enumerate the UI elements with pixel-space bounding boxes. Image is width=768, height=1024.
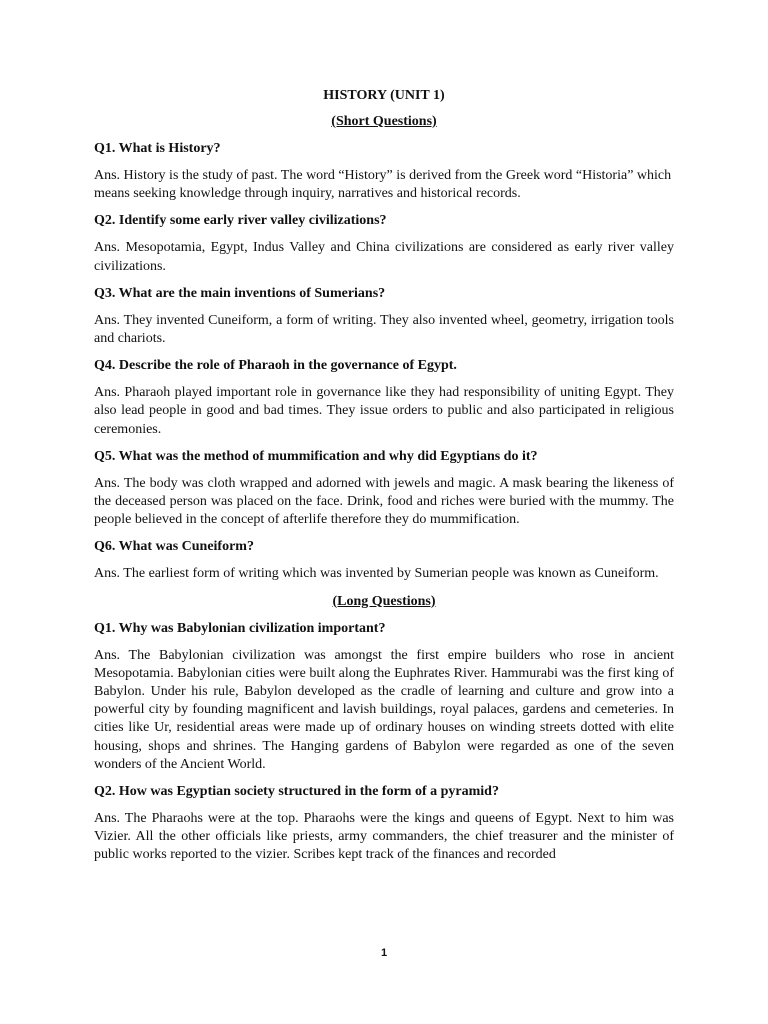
question: Q2. How was Egyptian society structured in the form of a pyramid? xyxy=(94,784,499,800)
answer: Ans. They invented Cuneiform, a form of writing. They also invented wheel, geometry, irrigation tools and chariots. xyxy=(94,312,674,347)
long-questions-heading: (Long Questions) xyxy=(332,593,436,609)
question: Q3. What are the main inventions of Sumerians? xyxy=(94,285,386,301)
answer: Ans. The Pharaohs were at the top. Pharaohs were the kings and queens of Egypt. Next to him was Vizier. All the other officials like priests, army commanders, the chief treasurer and the minister of public works reported to the vizier. Scribes kept track of the finances and recorded xyxy=(94,811,674,863)
document-page xyxy=(94,87,674,874)
answer: Ans. Pharaoh played important role in governance like they had responsibility of uniting Egypt. They also lead people in good and bad times. They issue orders to public and also participated in religious ceremonies. xyxy=(94,385,674,437)
question: Q5. What was the method of mummification and why did Egyptians do it? xyxy=(94,448,538,464)
question: Q1. Why was Babylonian civilization important? xyxy=(94,620,386,636)
page-number: 1 xyxy=(380,947,388,959)
answer: Ans. The Babylonian civilization was amongst the first empire builders who rose in ancient Mesopotamia. Babylonian cities were built along the Euphrates River. Hammurabi was the first king of Babylon. Under his rule, Babylon developed as the cradle of learning and culture and grow into a powerful city by founding magnificent and lavish buildings, royal palaces, gardens and cemeteries. In cities like Ur, residential areas were made up of ordinary houses on winding streets dotted with elite housing, shops and shrines. The Hanging gardens of Babylon were regarded as one of the seven wonders of the Ancient World. xyxy=(94,647,674,772)
question: Q4. Describe the role of Pharaoh in the governance of Egypt. xyxy=(94,358,457,374)
question: Q2. Identify some early river valley civilizations? xyxy=(94,213,387,229)
question: Q6. What was Cuneiform? xyxy=(94,539,254,555)
answer: Ans. Mesopotamia, Egypt, Indus Valley and China civilizations are considered as early river valley civilizations. xyxy=(94,240,674,274)
answer: Ans. History is the study of past. The word “History” is derived from the Greek word “Historia” which means seeking knowledge through inquiry, narratives and historical records. xyxy=(94,168,672,202)
question: Q1. What is History? xyxy=(94,141,221,156)
page-title: HISTORY (UNIT 1) xyxy=(323,88,445,103)
answer: Ans. The earliest form of writing which was invented by Sumerian people was known as Cuneiform. xyxy=(94,566,659,582)
short-questions-heading: (Short Questions) xyxy=(331,114,437,129)
answer: Ans. The body was cloth wrapped and adorned with jewels and magic. A mask bearing the likeness of the deceased person was placed on the face. Drink, food and riches were buried with the mummy. The people believed in the concept of afterlife therefore they do mummification. xyxy=(94,475,674,528)
